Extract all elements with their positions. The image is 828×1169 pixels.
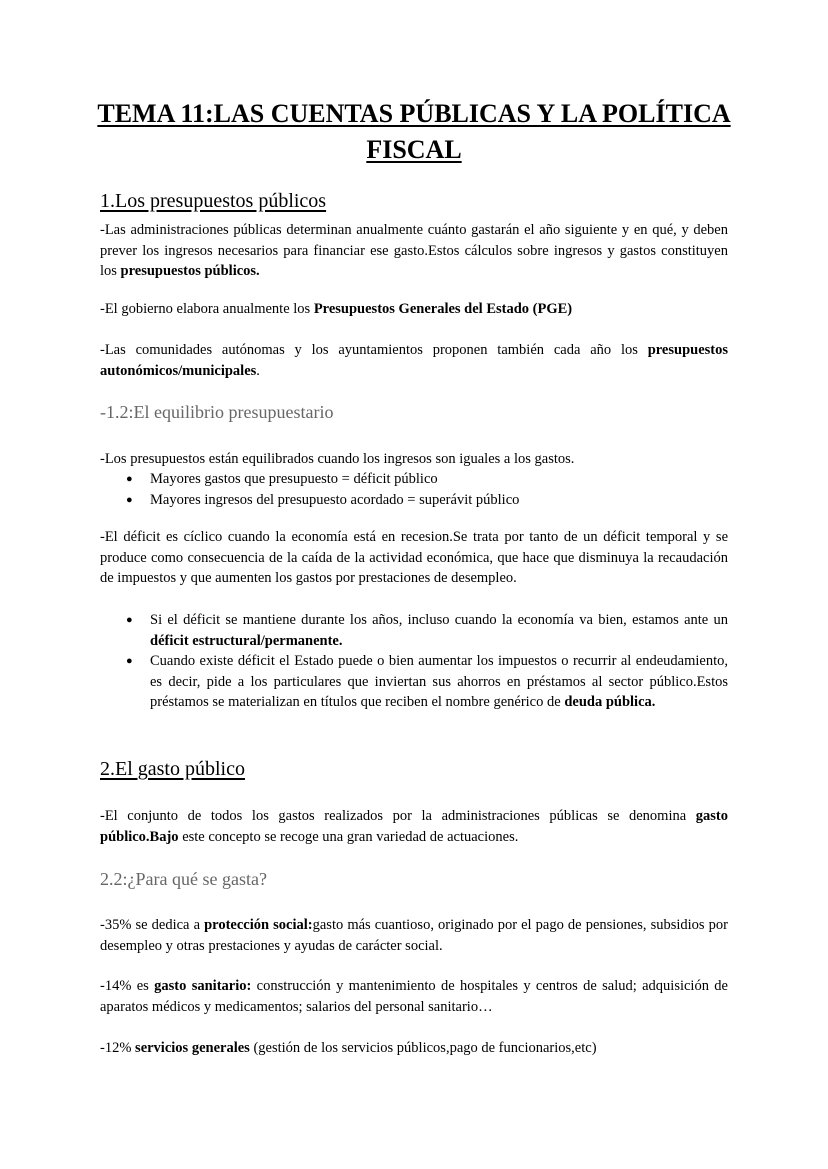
bullet-icon: ● (126, 614, 133, 626)
list-item (100, 490, 728, 511)
bold-term: deuda pública. (564, 694, 656, 710)
list-item-text: Cuando existe déficit el Estado puede o bien aumentar los impuestos o recurrir al endeudamiento, es decir, pide a los particulares que inviertan sus ahorros en préstamos al sector público.Estos préstamos se materializan en títulos que reciben el nombre genérico de (150, 653, 728, 710)
paragraph-text: -14% es (100, 978, 155, 994)
paragraph-text: -Las comunidades autónomas y los ayuntamientos proponen también cada año los (100, 342, 648, 358)
list-item-text: Mayores gastos que presupuesto = déficit público (150, 471, 438, 487)
bold-term: déficit estructural/permanente. (150, 632, 343, 649)
bullet-icon: ● (126, 655, 133, 667)
paragraph (100, 806, 728, 847)
bold-term: gasto sanitario: (154, 978, 252, 994)
subsection-heading: 2.2:¿Para qué se gasta? (100, 869, 267, 889)
paragraph-text: (gestión de los servicios públicos,pago de funcionarios,etc) (249, 1040, 597, 1056)
paragraph: -Los presupuestos están equilibrados cuando los ingresos son iguales a los gastos. (100, 451, 575, 467)
paragraph-text: gasto más cuantioso, originado por el pago de pensiones, subsidios por desempleo y otras prestaciones y ayudas de carácter social. (100, 917, 728, 954)
paragraph-text: -35% se dedica a (100, 917, 205, 933)
bold-term: Presupuestos Generales del Estado (PGE) (313, 301, 573, 317)
list-item (100, 610, 728, 651)
paragraph (100, 340, 728, 381)
paragraph-text: construcción y mantenimiento de hospitales y centros de salud; adquisición de aparatos médicos y medicamentos; salarios del personal sanitario… (100, 978, 728, 1015)
list-item (100, 469, 728, 490)
section-heading: 2.El gasto público (100, 758, 245, 780)
bold-term: presupuestos públicos. (120, 263, 260, 279)
bold-term: protección social: (204, 917, 313, 933)
paragraph-text: -El gobierno elabora anualmente los (100, 301, 314, 317)
paragraph (100, 976, 728, 1017)
list-item (100, 651, 728, 713)
paragraph (100, 220, 728, 282)
bold-term: servicios generales (135, 1040, 250, 1056)
list-item-text: Mayores ingresos del presupuesto acordado = superávit público (150, 491, 520, 508)
paragraph-tail: . (256, 362, 260, 379)
page-title: TEMA 11:LAS CUENTAS PÚBLICAS Y LA POLÍTICA FISCAL (97, 99, 731, 164)
paragraph-text: -12% (100, 1040, 136, 1056)
paragraph: -El déficit es cíclico cuando la economía está en recesion.Se trata por tanto de un déficit temporal y se produce como consecuencia de la caída de la actividad económica, que hace que disminuya la recaudación de impuestos y que aumenten los gastos por prestaciones de desempleo. (100, 529, 728, 586)
subsection-heading: -1.2:El equilibrio presupuestario (100, 402, 334, 422)
paragraph (100, 915, 728, 956)
bullet-icon: ● (126, 493, 133, 506)
paragraph (100, 299, 728, 320)
paragraph-text: -Las administraciones públicas determinan anualmente cuánto gastarán el año siguiente y en qué, y deben prever los ingresos necesarios para financiar ese gasto.Estos cálculos sobre ingresos y gastos constituyen los (100, 222, 728, 279)
bullet-icon: ● (126, 473, 133, 485)
list-item-text: Si el déficit se mantiene durante los años, incluso cuando la economía va bien, estamos ante un (150, 612, 728, 628)
paragraph-text: -El conjunto de todos los gastos realizados por la administraciones públicas se denomina (100, 808, 696, 824)
section-heading: 1.Los presupuestos públicos (100, 190, 327, 212)
bullet-list (100, 469, 728, 510)
bold-term: presupuestos autonómicos/municipales (100, 342, 728, 379)
paragraph (100, 1038, 728, 1059)
bullet-list (100, 610, 728, 713)
paragraph-tail: este concepto se recoge una gran variedad de actuaciones. (178, 828, 519, 845)
bold-term: gasto público.Bajo (100, 808, 728, 845)
